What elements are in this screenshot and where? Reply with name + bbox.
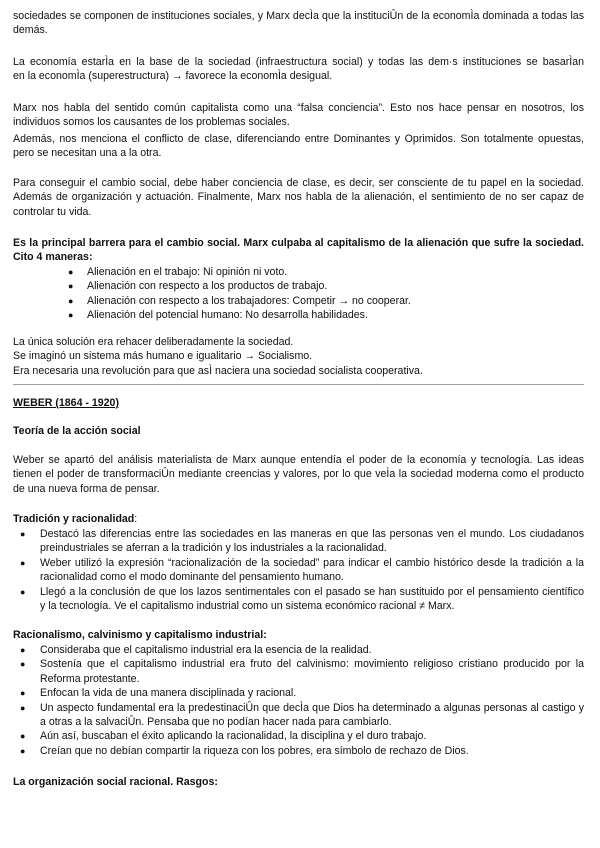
list-item-text: Alienación con respecto a los productos de trabajo. <box>87 280 328 293</box>
list-item <box>13 294 584 308</box>
bullet-icon: ● <box>20 659 26 670</box>
list-item <box>13 744 584 758</box>
paragraph-alienation-barrier: Es la principal barrera para el cambio social. Marx culpaba al capitalismo de la alienación que sufre la sociedad. Cito 4 maneras: <box>13 237 584 264</box>
paragraph-marx-institutions: sociedades se componen de instituciones sociales, y Marx decÌa que la instituciÛn de la economÌa dominada a todas las demás. <box>13 10 584 37</box>
list-item-text: Un aspecto fundamental era la predestinaciÛn que decÌa que Dios ha determinado a algunas personas al castigo y a otras a la salvaciÛn. Pensaba que no podían hacer nada para cambiarlo. <box>40 701 584 729</box>
paragraph-socialism-line-1: La única solución era rehacer deliberadamente la sociedad. <box>13 336 294 348</box>
alienation-list <box>13 265 584 323</box>
subheading-social-action: Teoría de la acción social <box>13 425 141 437</box>
paragraph-infrastructure-line-2: en la economÌa (superestructura) → favorece la economÌa desigual. <box>13 70 333 83</box>
paragraph-class-consciousness: Para conseguir el cambio social, debe haber conciencia de clase, es decir, ser consciente de tu papel en la sociedad. Además de organización y actuación. Finalmente, Marx nos habla de la alienación, el sentimiento de no ser capaz de controlar tu vida. <box>13 177 584 218</box>
paragraph-socialism-line-2: Se imaginó un sistema más humano e igualitario → Socialismo. <box>13 350 313 363</box>
bullet-icon: ● <box>20 586 26 597</box>
list-item-text: Alienación del potencial humano: No desarrolla habilidades. <box>87 309 368 322</box>
list-item <box>13 308 584 322</box>
bullet-icon: ● <box>68 295 74 306</box>
list-item <box>13 729 584 743</box>
subheading-rational-organization: La organización social racional. Rasgos: <box>13 776 218 788</box>
paragraph-infrastructure <box>13 55 584 84</box>
list-item <box>13 556 584 585</box>
bullet-icon: ● <box>68 281 74 292</box>
list-item-text: Alienación con respecto a los trabajadores: Competir → no cooperar. <box>87 294 411 307</box>
section-divider <box>13 384 584 385</box>
bullet-icon: ● <box>20 645 26 655</box>
bullet-icon: ● <box>20 557 26 568</box>
section-heading-weber: WEBER (1864 - 1920) <box>13 397 119 409</box>
list-item <box>13 279 584 293</box>
list-item-text: Enfocan la vida de una manera disciplinada y racional. <box>40 687 297 700</box>
list-item-text: Alienación en el trabajo: Ni opinión ni voto. <box>87 266 288 278</box>
paragraph-weber-ideas: Weber se apartó del análisis materialista de Marx aunque entendía el poder de la economía y tecnología. Las ideas tienen el poder de transformaciÛn mediante creencias y valores, por lo que veÌa la sociedad moderna como el producto de una nueva forma de pensar. <box>13 454 584 495</box>
list-item <box>13 657 584 686</box>
list-item-text: Llegó a la conclusión de que los lazos sentimentales con el pasado se han sustituido por el pensamiento científico y la tecnología. Ve el capitalismo industrial como un sistema económico racional ≠ Marx. <box>40 585 584 613</box>
list-item <box>13 265 584 279</box>
bullet-icon: ● <box>68 310 74 321</box>
tradition-list <box>13 527 584 613</box>
bullet-icon: ● <box>20 529 26 539</box>
subheading-colon: : <box>134 513 138 525</box>
bullet-icon: ● <box>68 267 74 277</box>
paragraph-false-consciousness: Marx nos habla del sentido común capitalista como una “falsa conciencia”. Esto nos hace pensar en nosotros, los individuos somos los causantes de los problemas sociales. <box>13 102 584 129</box>
list-item <box>13 701 584 730</box>
list-item-text: Creían que no debían compartir la riqueza con los pobres, era símbolo de rechazo de Dios. <box>40 744 469 757</box>
list-item <box>13 686 584 700</box>
list-item-text: Sostenía que el capitalismo industrial era fruto del calvinismo: movimiento religioso cristiano producido por la Reforma protestante. <box>40 658 584 685</box>
bullet-icon: ● <box>20 731 26 742</box>
subheading-rationalism-calvinism: Racionalismo, calvinismo y capitalismo industrial: <box>13 629 267 641</box>
list-item <box>13 527 584 556</box>
rationalism-list <box>13 643 584 758</box>
bullet-icon: ● <box>20 702 26 713</box>
list-item-text: Consideraba que el capitalismo industrial era la esencia de la realidad. <box>40 644 372 656</box>
list-item-text: Destacó las diferencias entre las sociedades en las maneras en que las personas ven el mundo. Los ciudadanos preindustriales se aferran a la tradición y los industriales a la racionalidad. <box>40 528 584 555</box>
bullet-icon: ● <box>20 745 26 756</box>
bullet-icon: ● <box>20 688 26 699</box>
subheading-tradition-rationality <box>13 512 584 526</box>
subheading-tradition-rationality-label: Tradición y racionalidad <box>13 513 135 525</box>
list-item-text: Weber utilizó la expresión “racionalización de la sociedad” para indicar el cambio histórico desde la tradición a la racionalidad como el modo dominante del pensamiento humano. <box>40 556 584 584</box>
paragraph-class-conflict: Además, nos menciona el conflicto de clase, diferenciando entre Dominantes y Oprimidos. Son totalmente opuestas, pero se necesitan una a la otra. <box>13 133 584 160</box>
paragraph-socialism <box>13 335 584 378</box>
list-item <box>13 643 584 657</box>
list-item-text: Aún así, buscaban el éxito aplicando la racionalidad, la disciplina y el duro trabajo. <box>40 730 427 743</box>
paragraph-socialism-line-3: Era necesaria una revolución para que asÌ naciera una sociedad socialista cooperativa. <box>13 364 423 377</box>
list-item <box>13 585 584 614</box>
paragraph-infrastructure-line-1: La economía estarÌa en la base de la sociedad (infraestructura social) y todas las dem·s instituciones se basarÌan <box>13 56 584 68</box>
